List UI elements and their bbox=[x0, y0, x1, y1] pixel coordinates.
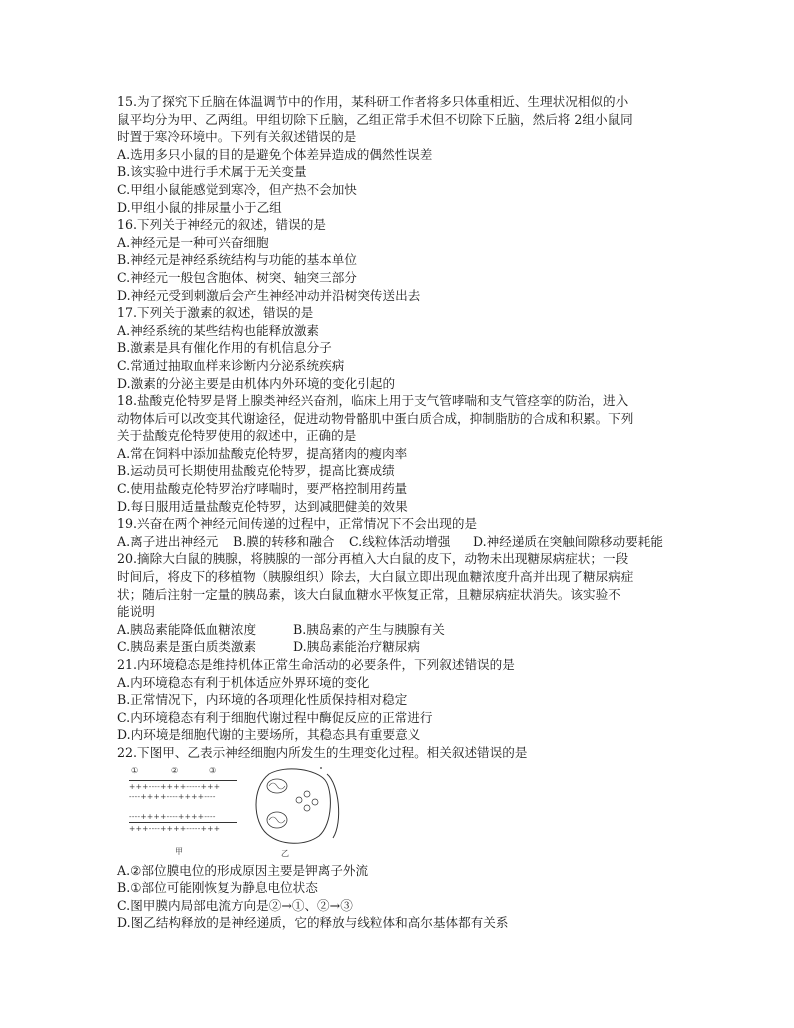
question-list bbox=[117, 93, 683, 932]
question-21 bbox=[117, 656, 683, 744]
question-stem-line: 动物体后可以改变其代谢途径，促进动物骨骼肌中蛋白质合成，抑制脂肪的合成和积累。下列 bbox=[117, 410, 634, 426]
option-d: D.图乙结构释放的是神经递质，它的释放与线粒体和高尔基体都有关系 bbox=[117, 915, 509, 931]
question-stem-line: 19.兴奋在两个神经元间传递的过程中，正常情况下不会出现的是 bbox=[117, 516, 478, 532]
charge-row-top: +++----++++-----+++ bbox=[129, 781, 221, 791]
question-19 bbox=[117, 515, 683, 550]
figure-yi bbox=[247, 764, 347, 860]
option-row bbox=[117, 621, 683, 639]
option-a: A.②部位膜电位的形成原因主要是钾离子外流 bbox=[117, 862, 369, 878]
option-a: A.常在饲料中添加盐酸克伦特罗，提高猪肉的瘦肉率 bbox=[117, 445, 408, 461]
membrane-line-bottom bbox=[129, 822, 237, 823]
question-stem-line: 21.内环境稳态是维持机体正常生命活动的必要条件，下列叙述错误的是 bbox=[117, 657, 515, 672]
question-15 bbox=[117, 93, 683, 216]
label-yi: 乙 bbox=[281, 848, 289, 858]
option-d: D.甲组小鼠的排尿量小于乙组 bbox=[117, 199, 282, 215]
option-b: B.胰岛素的产生与胰腺有关 bbox=[293, 621, 445, 637]
marker-3: ③ bbox=[209, 765, 217, 775]
question-17 bbox=[117, 304, 683, 392]
question-18 bbox=[117, 392, 683, 515]
option-b: B.正常情况下，内环境的各项理化性质保持相对稳定 bbox=[117, 692, 408, 708]
question-stem-line: 时间后，将皮下的移植物（胰腺组织）除去，大白鼠立即出现血糖浓度升高并出现了糖尿病症 bbox=[117, 569, 634, 585]
label-jia: 甲 bbox=[175, 846, 183, 856]
marker-1: ① bbox=[131, 765, 139, 775]
marker-2: ② bbox=[171, 765, 179, 775]
question-stem-line: 关于盐酸克伦特罗使用的叙述中，正确的是 bbox=[117, 428, 357, 444]
option-a: A.选用多只小鼠的目的是避免个体差异造成的偶然性误差 bbox=[117, 146, 433, 162]
option-a: A.神经元是一种可兴奋细胞 bbox=[117, 234, 269, 250]
question-stem-line: 18.盐酸克伦特罗是肾上腺类神经兴奋剂，临床上用于支气管哮喘和支气管痉挛的防治，进入 bbox=[117, 393, 629, 409]
option-c: C.线粒体活动增强 bbox=[349, 533, 451, 549]
option-b: B.膜的转移和融合 bbox=[233, 533, 335, 549]
option-d: D.激素的分泌主要是由机体内外环境的变化引起的 bbox=[117, 375, 396, 391]
option-c: C.图甲膜内局部电流方向是②→①、②→③ bbox=[117, 897, 353, 913]
option-c: C.胰岛素是蛋白质类激素 bbox=[117, 639, 257, 655]
option-b: B.①部位可能刚恢复为静息电位状态 bbox=[117, 880, 318, 896]
membrane-line-top bbox=[129, 780, 237, 781]
option-d: D.神经元受到刺激后会产生神经冲动并沿树突传送出去 bbox=[117, 287, 421, 303]
charge-row-mid: ----++++----++++---- bbox=[129, 791, 216, 801]
option-b: B.激素是具有催化作用的有机信息分子 bbox=[117, 340, 332, 356]
question-stem-line: 状；随后注射一定量的胰岛素，该大白鼠血糖水平恢复正常，且糖尿病症状消失。该实验不 bbox=[117, 586, 621, 602]
question-stem-line: 20.摘除大白鼠的胰腺，将胰腺的一部分再植入大白鼠的皮下，动物未出现糖尿病症状；一段 bbox=[117, 551, 629, 567]
option-a: A.内环境稳态有利于机体适应外界环境的变化 bbox=[117, 674, 370, 690]
option-row bbox=[117, 533, 683, 551]
option-b: B.运动员可长期使用盐酸克伦特罗，提高比赛成绩 bbox=[117, 463, 395, 479]
question-20 bbox=[117, 550, 683, 656]
question-stem-line: 能说明 bbox=[117, 604, 155, 620]
option-a: A.神经系统的某些结构也能释放激素 bbox=[117, 322, 320, 338]
option-d: D.胰岛素能治疗糖尿病 bbox=[293, 639, 420, 655]
option-c: C.内环境稳态有利于细胞代谢过程中酶促反应的正常进行 bbox=[117, 709, 433, 725]
option-a: A.离子进出神经元 bbox=[117, 533, 219, 549]
question-16 bbox=[117, 216, 683, 304]
option-c: C.甲组小鼠能感觉到寒冷，但产热不会加快 bbox=[117, 181, 357, 197]
synapse-icon bbox=[247, 764, 347, 848]
option-a: A.胰岛素能降低血糖浓度 bbox=[117, 621, 257, 637]
question-stem-line: 鼠平均分为甲、乙两组。甲组切除下丘脑，乙组正常手术但不切除下丘脑，然后将 2组小鼠同 bbox=[117, 111, 633, 127]
question-stem-line: 22.下图甲、乙表示神经细胞内所发生的生理变化过程。相关叙述错误的是 bbox=[117, 744, 528, 760]
option-c: C.常通过抽取血样来诊断内分泌系统疾病 bbox=[117, 357, 345, 373]
option-b: B.该实验中进行手术属于无关变量 bbox=[117, 164, 307, 180]
question-stem-line: 16.下列关于神经元的叙述，错误的是 bbox=[117, 217, 326, 233]
option-row bbox=[117, 638, 683, 656]
neuron-figure bbox=[117, 764, 683, 860]
question-22 bbox=[117, 744, 683, 932]
charge-row-bot: +++----++++-----+++ bbox=[129, 823, 221, 833]
option-c: C.使用盐酸克伦特罗治疗哮喘时，要严格控制用药量 bbox=[117, 481, 408, 497]
option-d: D.每日服用适量盐酸克伦特罗，达到减肥健美的效果 bbox=[117, 498, 408, 514]
option-d: D.内环境是细胞代谢的主要场所，其稳态具有重要意义 bbox=[117, 727, 421, 743]
charge-row-low: ----++++----++++---- bbox=[129, 811, 216, 821]
option-c: C.神经元一般包含胞体、树突、轴突三部分 bbox=[117, 269, 357, 285]
question-stem-line: 15.为了探究下丘脑在体温调节中的作用，某科研工作者将多只体重相近、生理状况相似的小 bbox=[117, 94, 629, 109]
option-b: B.神经元是神经系统结构与功能的基本单位 bbox=[117, 252, 357, 268]
question-stem-line: 时置于寒冷环境中。下列有关叙述错误的是 bbox=[117, 129, 357, 145]
question-stem-line: 17.下列关于激素的叙述，错误的是 bbox=[117, 305, 314, 321]
figure-jia bbox=[129, 766, 239, 856]
option-d: D.神经递质在突触间隙移动要耗能 bbox=[473, 533, 663, 549]
